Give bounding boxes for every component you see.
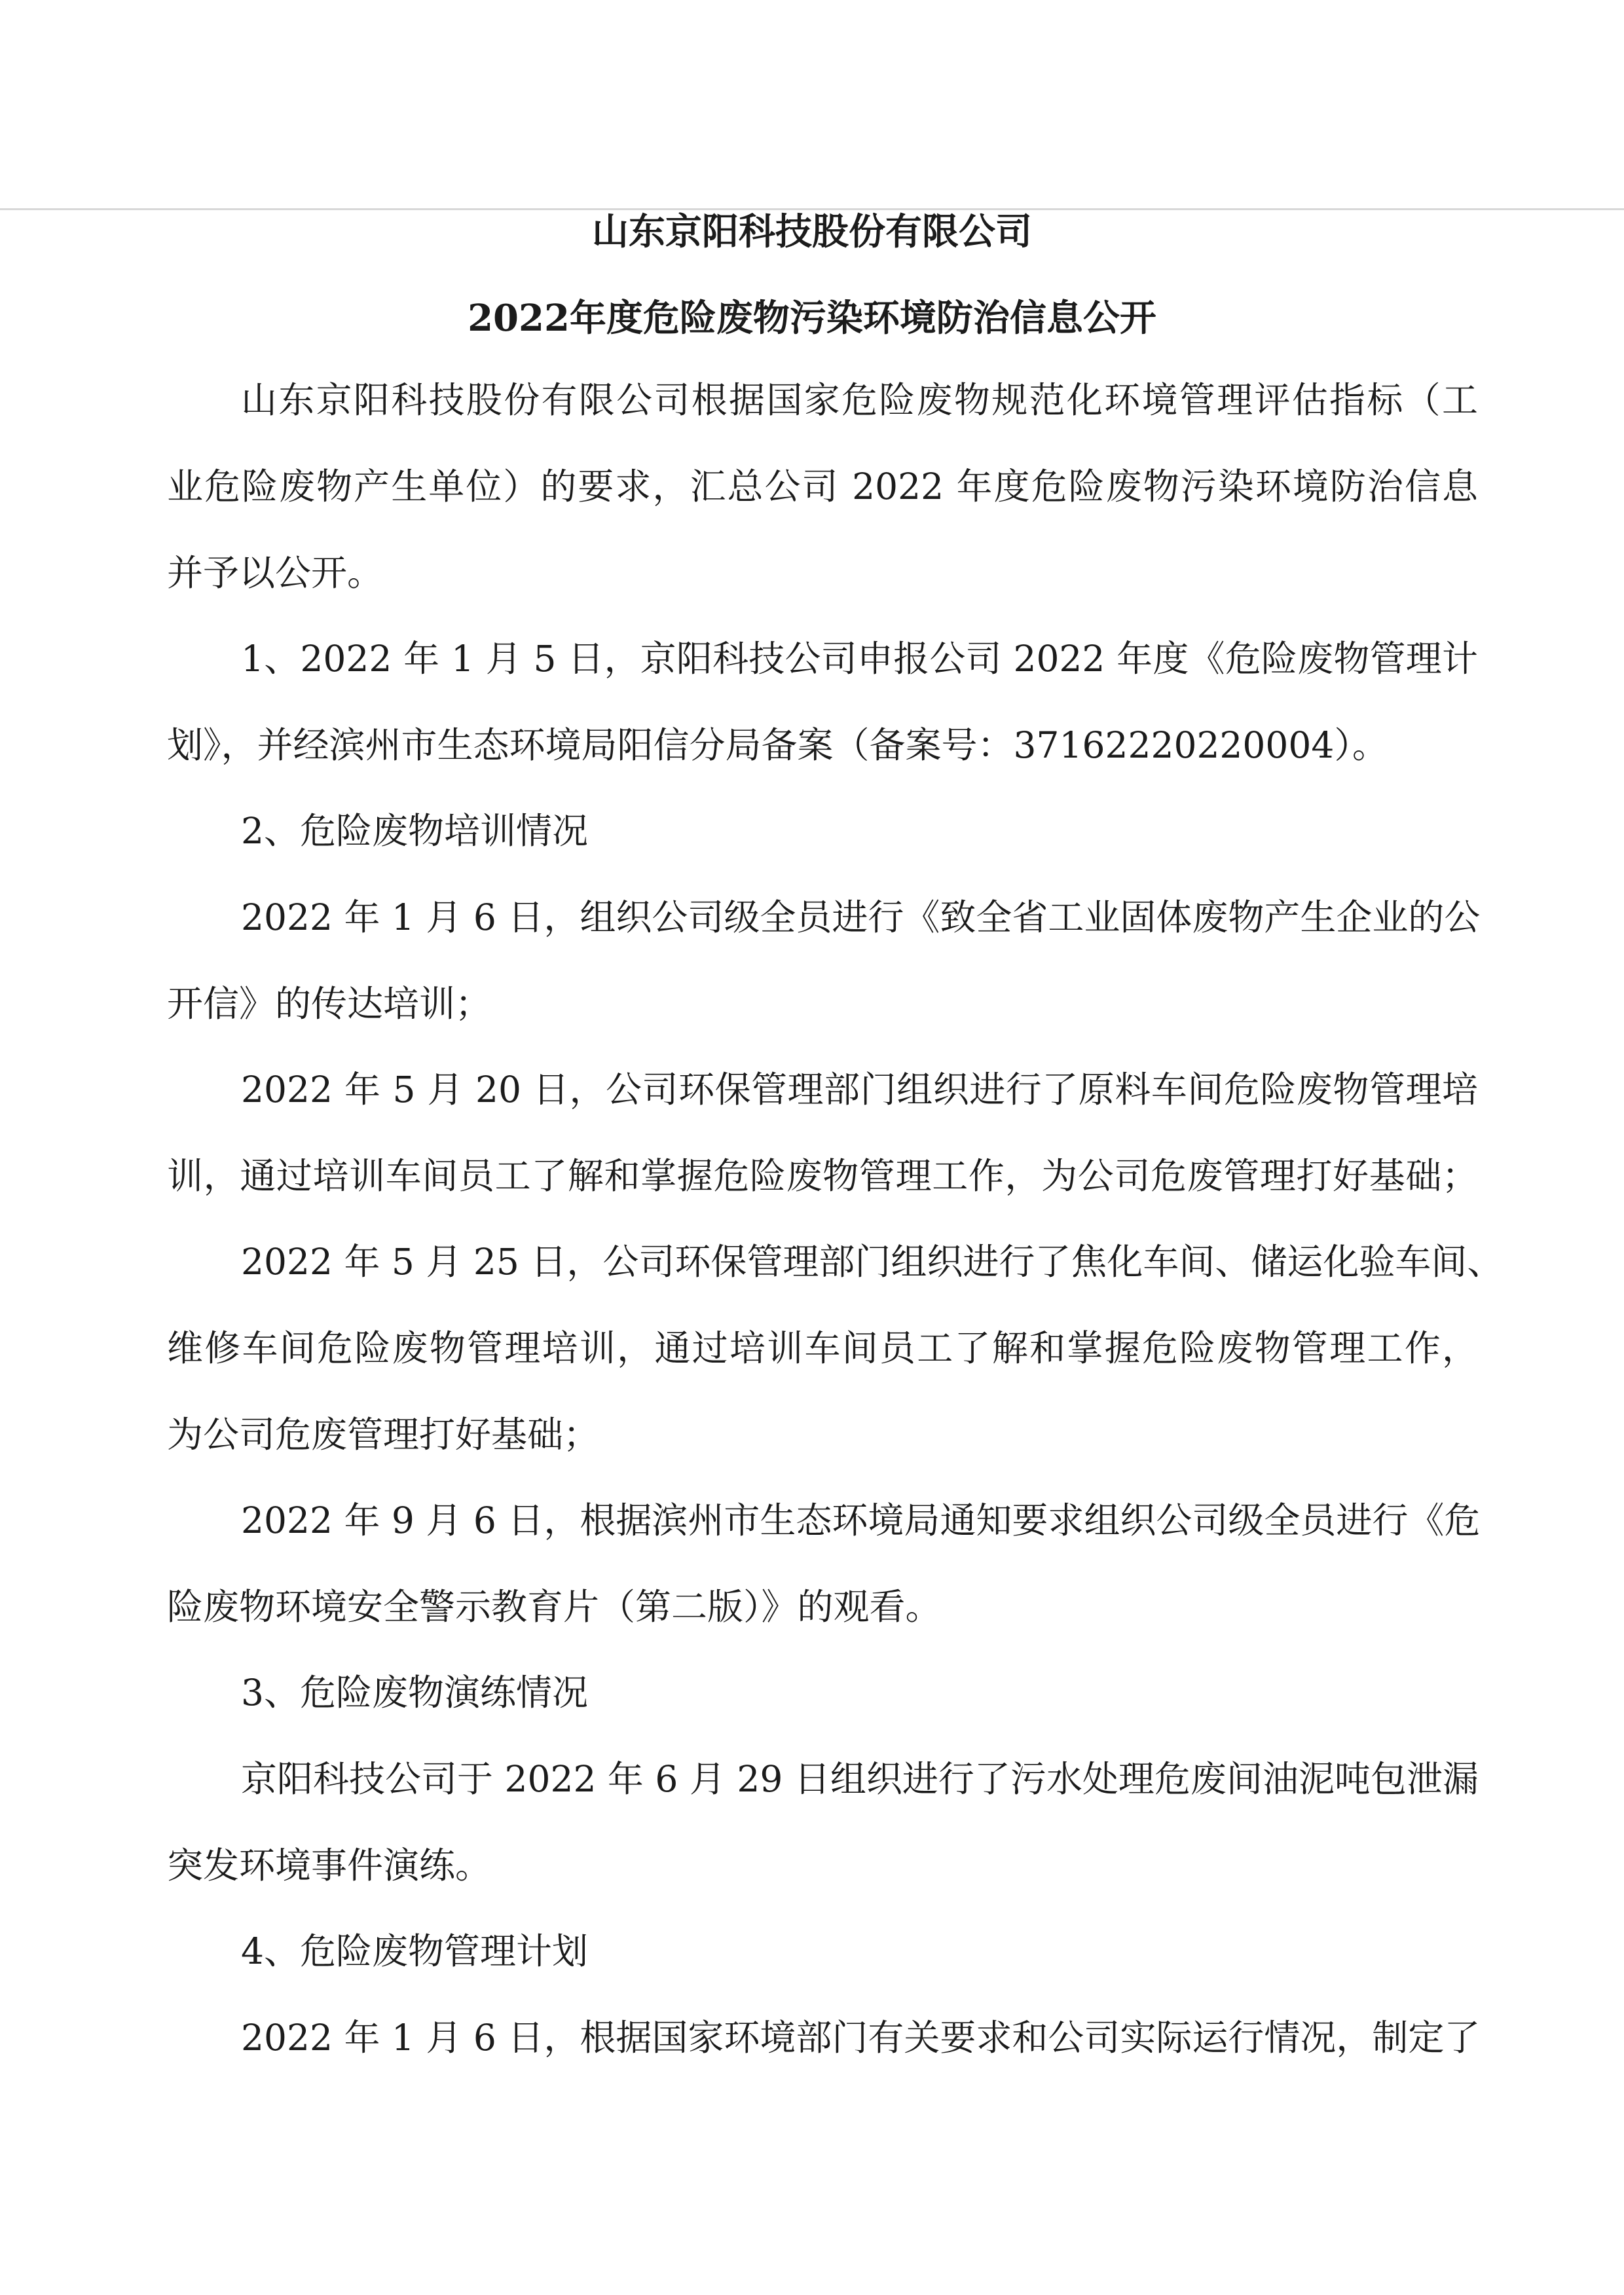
- intro-line-1: 山东京阳科技股份有限公司根据国家危险废物规范化环境管理评估指标（工: [241, 379, 1478, 421]
- item3-heading: 3、危险废物演练情况: [241, 1672, 588, 1714]
- item4-heading: 4、危险废物管理计划: [241, 1930, 588, 1972]
- item2-p4-line-2: 险废物环境安全警示教育片（第二版）》的观看。: [167, 1586, 942, 1628]
- item2-p1-line-1: 2022 年 1 月 6 日，组织公司级全员进行《致全省工业固体废物产生企业的公: [241, 896, 1481, 938]
- document-title-subject: 2022年度危险废物污染环境防治信息公开: [468, 297, 1156, 340]
- item3-p1-line-1: 京阳科技公司于 2022 年 6 月 29 日组织进行了污水处理危废间油泥吨包泄漏: [241, 1758, 1479, 1800]
- item2-p2-line-2: 训，通过培训车间员工了解和掌握危险废物管理工作，为公司危废管理打好基础；: [167, 1155, 1478, 1197]
- item2-p4-line-1: 2022 年 9 月 6 日，根据滨州市生态环境局通知要求组织公司级全员进行《危: [241, 1499, 1481, 1541]
- item3-p1-line-2: 突发环境事件演练。: [167, 1845, 492, 1886]
- item2-heading: 2、危险废物培训情况: [241, 810, 588, 852]
- item2-p2-line-1: 2022 年 5 月 20 日，公司环保管理部门组织进行了原料车间危险废物管理培: [241, 1069, 1478, 1111]
- intro-line-3: 并予以公开。: [167, 552, 384, 594]
- item2-p3-line-2: 维修车间危险废物管理培训，通过培训车间员工了解和掌握危险废物管理工作，: [167, 1327, 1478, 1369]
- item1-line-1: 1、2022 年 1 月 5 日，京阳科技公司申报公司 2022 年度《危险废物管理计: [241, 638, 1478, 680]
- item1-line-2: 划》，并经滨州市生态环境局阳信分局备案（备案号：37162220220004）。: [167, 724, 1388, 766]
- document-title-company: 山东京阳科技股份有限公司: [592, 210, 1032, 253]
- item2-p3-line-1: 2022 年 5 月 25 日，公司环保管理部门组织进行了焦化车间、储运化验车间、: [241, 1241, 1504, 1283]
- item2-p1-line-2: 开信》的传达培训；: [167, 983, 492, 1025]
- item4-p1-line-1: 2022 年 1 月 6 日，根据国家环境部门有关要求和公司实际运行情况，制定了: [241, 2017, 1481, 2059]
- intro-line-2: 业危险废物产生单位）的要求，汇总公司 2022 年度危险废物污染环境防治信息: [167, 466, 1478, 507]
- item2-p3-line-3: 为公司危废管理打好基础；: [167, 1414, 600, 1456]
